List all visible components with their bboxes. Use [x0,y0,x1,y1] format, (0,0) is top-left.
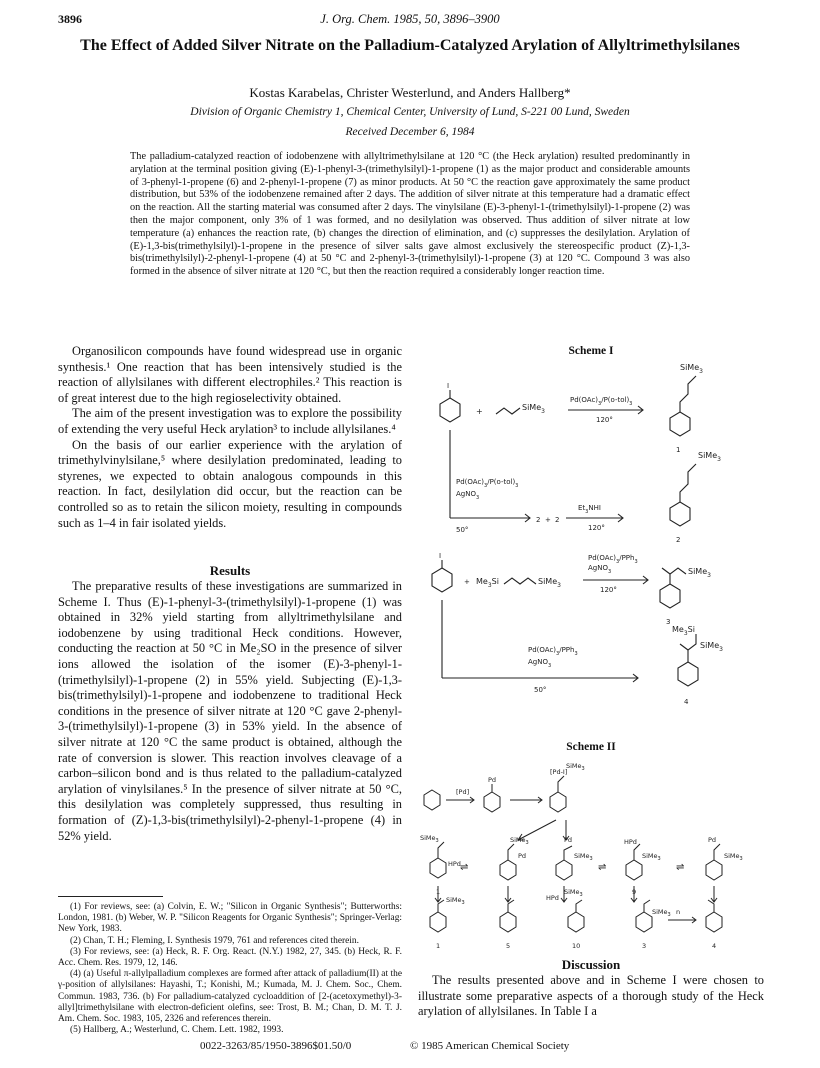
page-number: 3896 [58,12,82,26]
compound-label: 4 [712,942,717,950]
sime3-label: SiMe$_3$ [700,641,723,653]
equilibrium-arrow: ⇌ [598,862,607,873]
scheme-1 [418,358,764,733]
benzene-ring-icon [430,912,446,932]
plus-sign: + [464,578,470,586]
sime3-label: SiMe$_3$ [538,577,561,589]
pd-label: Pd [564,836,573,844]
scheme-1-drawing [418,358,764,728]
footnote: (5) Hallberg, A.; Westerlund, C. Chem. Lett. 1982, 1993. [70,1025,284,1036]
sime3-label: SiMe$_3$ [564,888,583,898]
footnote: (1) For reviews, see: (a) Colvin, E. W.; "Silicon in Organic Synthesis"; Butterworths: London, 1981. (b) Weber, W. P. "Silicon Reagents for Organic Synthesis"; Springer-Verlag: New York, 1983. [58,902,402,935]
compound-label: 2 [536,516,541,524]
me3si-label: $Me_3Si$ [476,577,499,589]
sime3-label: SiMe$_3$ [642,852,661,862]
benzene-ring-icon [636,912,652,932]
temperature-label: 120° [596,416,613,424]
sime3-label: SiMe$_3$ [446,896,465,906]
footnote: (4) (a) Useful π-allylpalladium complexes are formed after attack of palladium(II) at the γ-position of allylsilanes: Hayashi, T.; Konishi, M.; Kumada, M. J. Chem. Soc., Chem. Commun. 1983, 736. (b) For palladium-catalyzed cycloaddition of [2-(acetoxymethyl)-3-allyl]trimethylsilane with electron-deficient olefins, see: Trost, B. M.; Chan, D. M. T. J. Am. Chem. Soc. 1983, 105, 2326 and references therein. [58,969,402,1025]
introduction [58,344,402,531]
benzene-ring-icon [556,860,572,880]
pd-label: [Pd] [456,788,470,796]
benzene-ring-icon [484,792,500,812]
copyright: © 1985 American Chemical Society [410,1040,570,1052]
sime3-label: SiMe$_3$ [724,852,743,862]
benzene-ring-icon [678,662,698,686]
author-list: Kostas Karabelas, Christer Westerlund, and Anders Hallberg* [249,85,571,100]
pd-label: Pd [518,852,527,860]
pd-label: HPd [546,894,559,902]
sime3-label: SiMe$_3$ [698,451,721,463]
plus-sign: + [476,407,483,416]
pd-label: [Pd-I] [550,768,568,776]
compound-label: 3 [666,618,671,626]
condition-pd-pph3: $Pd(OAc)_3/PPh_3$ [588,554,638,565]
temperature-label: 120° [588,524,605,532]
benzene-ring-icon [670,412,690,436]
sime3-label: SiMe$_3$ [510,836,529,846]
running-head: J. Org. Chem. 1985, 50, 3896–3900 [320,12,500,26]
benzene-ring-icon [626,860,642,880]
condition-pd-otol: $Pd(OAc)_3/P(o-tol)_3$ [456,478,519,489]
sime3-label: SiMe$_3$ [680,363,703,375]
pd-label: HPd [448,860,461,868]
scheme-2-drawing [418,754,764,954]
compound-label: 9 [632,888,637,896]
agno3-label: AgNO$_3$ [528,658,552,669]
benzene-ring-icon [706,860,722,880]
compound-label: 10 [572,942,581,950]
results-paragraph: The preparative results of these investigations are summarized in Scheme I. Thus (E)-1-phenyl-3-(trimethylsilyl)-1-propene (1) was obtained in 32% yield starting from allyltrimethylsilane and iodobenzene by using traditional Heck conditions. However, conducting the reaction at 50 °C in Me₂SO in the presence of silver ions allowed the isolation of the isomer (E)-3-phenyl-1-(trimethylsilyl)-1-propene (2) in 55% yield. Subjecting (E)-1,3-bis(trimethylsilyl)-1-propene and iodobenzene to traditional Heck conditions in the presence of silver nitrate at 120 °C gave 2-phenyl-3-(trimethylsilyl)-1-propene (3) in 53% yield. In the absence of silver nitrate at 120 °C the same product is obtained, although the rate of conversion is slower. This reaction involves cleavage of a carbon–silicon bond and is thus related to the palladium-catalyzed arylation of vinylsilanes.⁵ In the presence of silver nitrate at 50 °C, this desilylation was completely suppressed, thus resulting in formation of (Z)-1,3-bis(trimethylsilyl)-2-phenyl-1-propene (4) in 52% yield. [58,579,402,843]
iodo-label: I [447,382,450,390]
scheme-1-title: Scheme I [568,345,614,357]
benzene-ring-icon [500,912,516,932]
condition-pd-otol: $Pd(OAc)_3/P(o-tol)_3$ [570,396,633,407]
discussion-section [418,973,764,1020]
received-date: Received December 6, 1984 [345,126,475,138]
pd-label: HPd [624,838,637,846]
benzene-ring-icon [424,790,440,810]
discussion-heading: Discussion [561,957,621,972]
benzene-ring-icon [568,912,584,932]
agno3-label: AgNO$_3$ [588,564,612,575]
intro-paragraph: On the basis of our earlier experience with the arylation of trimethylvinylsilane,⁵ where desilylation predominated, leading to styrenes, we expected to obtain analogous compounds in this reaction. In fact, desilylation did occur, but the reaction can be controlled so as to retain the silicon moiety, resulting in compounds such as 1–4 in fair isolated yields. [58,437,402,530]
benzene-ring-icon [440,398,460,422]
benzene-ring-icon [670,502,690,526]
footnote-rule [58,896,163,897]
et3nhi-label: $Et_3NHI$ [578,504,601,515]
pd-label: Pd [488,776,497,784]
temperature-label: 120° [600,586,617,594]
benzene-ring-icon [432,568,452,592]
plus-sign: + [545,516,551,524]
sime3-label: SiMe$_3$ [688,567,711,579]
temperature-label: 50° [534,686,547,694]
footnote: (2) Chan, T. H.; Fleming, I. Synthesis 1979, 761 and references cited therein. [70,935,359,946]
affiliation: Division of Organic Chemistry 1, Chemical Center, University of Lund, S-221 00 Lund, Sweden [190,106,630,118]
benzene-ring-icon [550,792,566,812]
sime3-label: SiMe$_3$ [574,852,593,862]
me3si-label: $Me_3Si$ [672,625,695,637]
reaction-label: n [676,908,681,916]
sime3-label: SiMe$_3$ [566,762,585,772]
compound-label: 3 [642,942,647,950]
footnotes [58,902,402,1036]
iodo-label: I [439,552,442,560]
benzene-ring-icon [500,860,516,880]
compound-label: 1 [436,888,441,896]
sime3-label: SiMe$_3$ [420,834,439,844]
compound-label: 1 [436,942,441,950]
sime3-label: SiMe$_3$ [652,908,671,918]
results-heading: Results [209,563,251,578]
compound-label: 2 [555,516,560,524]
scheme-2-title: Scheme II [566,741,616,753]
footnote: (3) For reviews, see: (a) Heck, R. F. Org. React. (N.Y.) 1982, 27, 345. (b) Heck, R. F. Acc. Chem. Res. 1979, 12, 146. [58,946,402,969]
article-code: 0022-3263/85/1950-3896$01.50/0 [200,1040,352,1052]
temperature-label: 50° [456,526,469,534]
article-title: The Effect of Added Silver Nitrate on the Palladium-Catalyzed Arylation of Allyltrimethylsilanes [80,37,740,54]
benzene-ring-icon [430,858,446,878]
benzene-ring-icon [706,912,722,932]
condition-pd-pph3: $Pd(OAc)_3/PPh_3$ [528,646,578,657]
equilibrium-arrow: ⇌ [676,862,685,873]
compound-label: 4 [684,698,689,706]
intro-paragraph: Organosilicon compounds have found widespread use in organic synthesis.¹ One reaction that has been intensively studied is the reaction of allylsilanes with different electrophiles.² This reaction is of great interest due to the high regioselectivity obtained. [58,344,402,405]
scheme-2 [418,754,764,959]
compound-label: 1 [676,446,681,454]
compound-label: 2 [676,536,681,544]
intro-paragraph: The aim of the present investigation was to explore the possibility of extending the very useful Heck arylation³ to include allylsilanes.⁴ [58,406,402,436]
pd-label: Pd [708,836,717,844]
results-section [58,579,402,844]
benzene-ring-icon [660,584,680,608]
agno3-label: AgNO$_3$ [456,490,480,501]
equilibrium-arrow: ⇌ [460,862,469,873]
sime3-label: SiMe$_3$ [522,403,545,415]
compound-label: 5 [506,942,511,950]
abstract: The palladium-catalyzed reaction of iodobenzene with allyltrimethylsilane at 120 °C (the Heck arylation) resulted predominantly in arylation at the terminal position giving (E)-1-phenyl-3-(trimethylsilyl)-1-propene (1) as the major product and considerable amounts of 3-phenyl-1-propene (6) and 2-phenyl-1-propene (7) as minor products. At 50 °C the reaction gave approximately the same product distribution, but 53% of the iodobenzene remained after 2 days. The addition of silver nitrate at this temperature had a dramatic effect on the reaction. All the starting material was consumed after 2 days. The vinylsilane (E)-3-phenyl-1-(trimethylsilyl)-1-propene (2) was then the major component, only 3% of 1 was formed, and no desilylation was observed. Thus addition of silver nitrate at low temperature (a) enhances the reaction rate, (b) changes the direction of elimination, and (c) suppresses the desilylation. Arylation of (E)-1,3-bis(trimethylsilyl)-1-propene in the presence of silver salts gave almost exclusively the stereospecific product (Z)-1,3-bis(trimethylsilyl)-2-phenyl-1-propene (4) at 50 °C and 2-phenyl-3-(trimethylsilyl)-1-propene (3) at 120 °C. Compound 3 was also formed in the absence of silver nitrate at 120 °C, but then the reaction required a considerably longer reaction time. [130,151,690,278]
discussion-paragraph: The results presented above and in Scheme I were chosen to illustrate some preparative aspects of a thorough study of the Heck arylation of allylsilanes. In Table I a [418,973,764,1019]
